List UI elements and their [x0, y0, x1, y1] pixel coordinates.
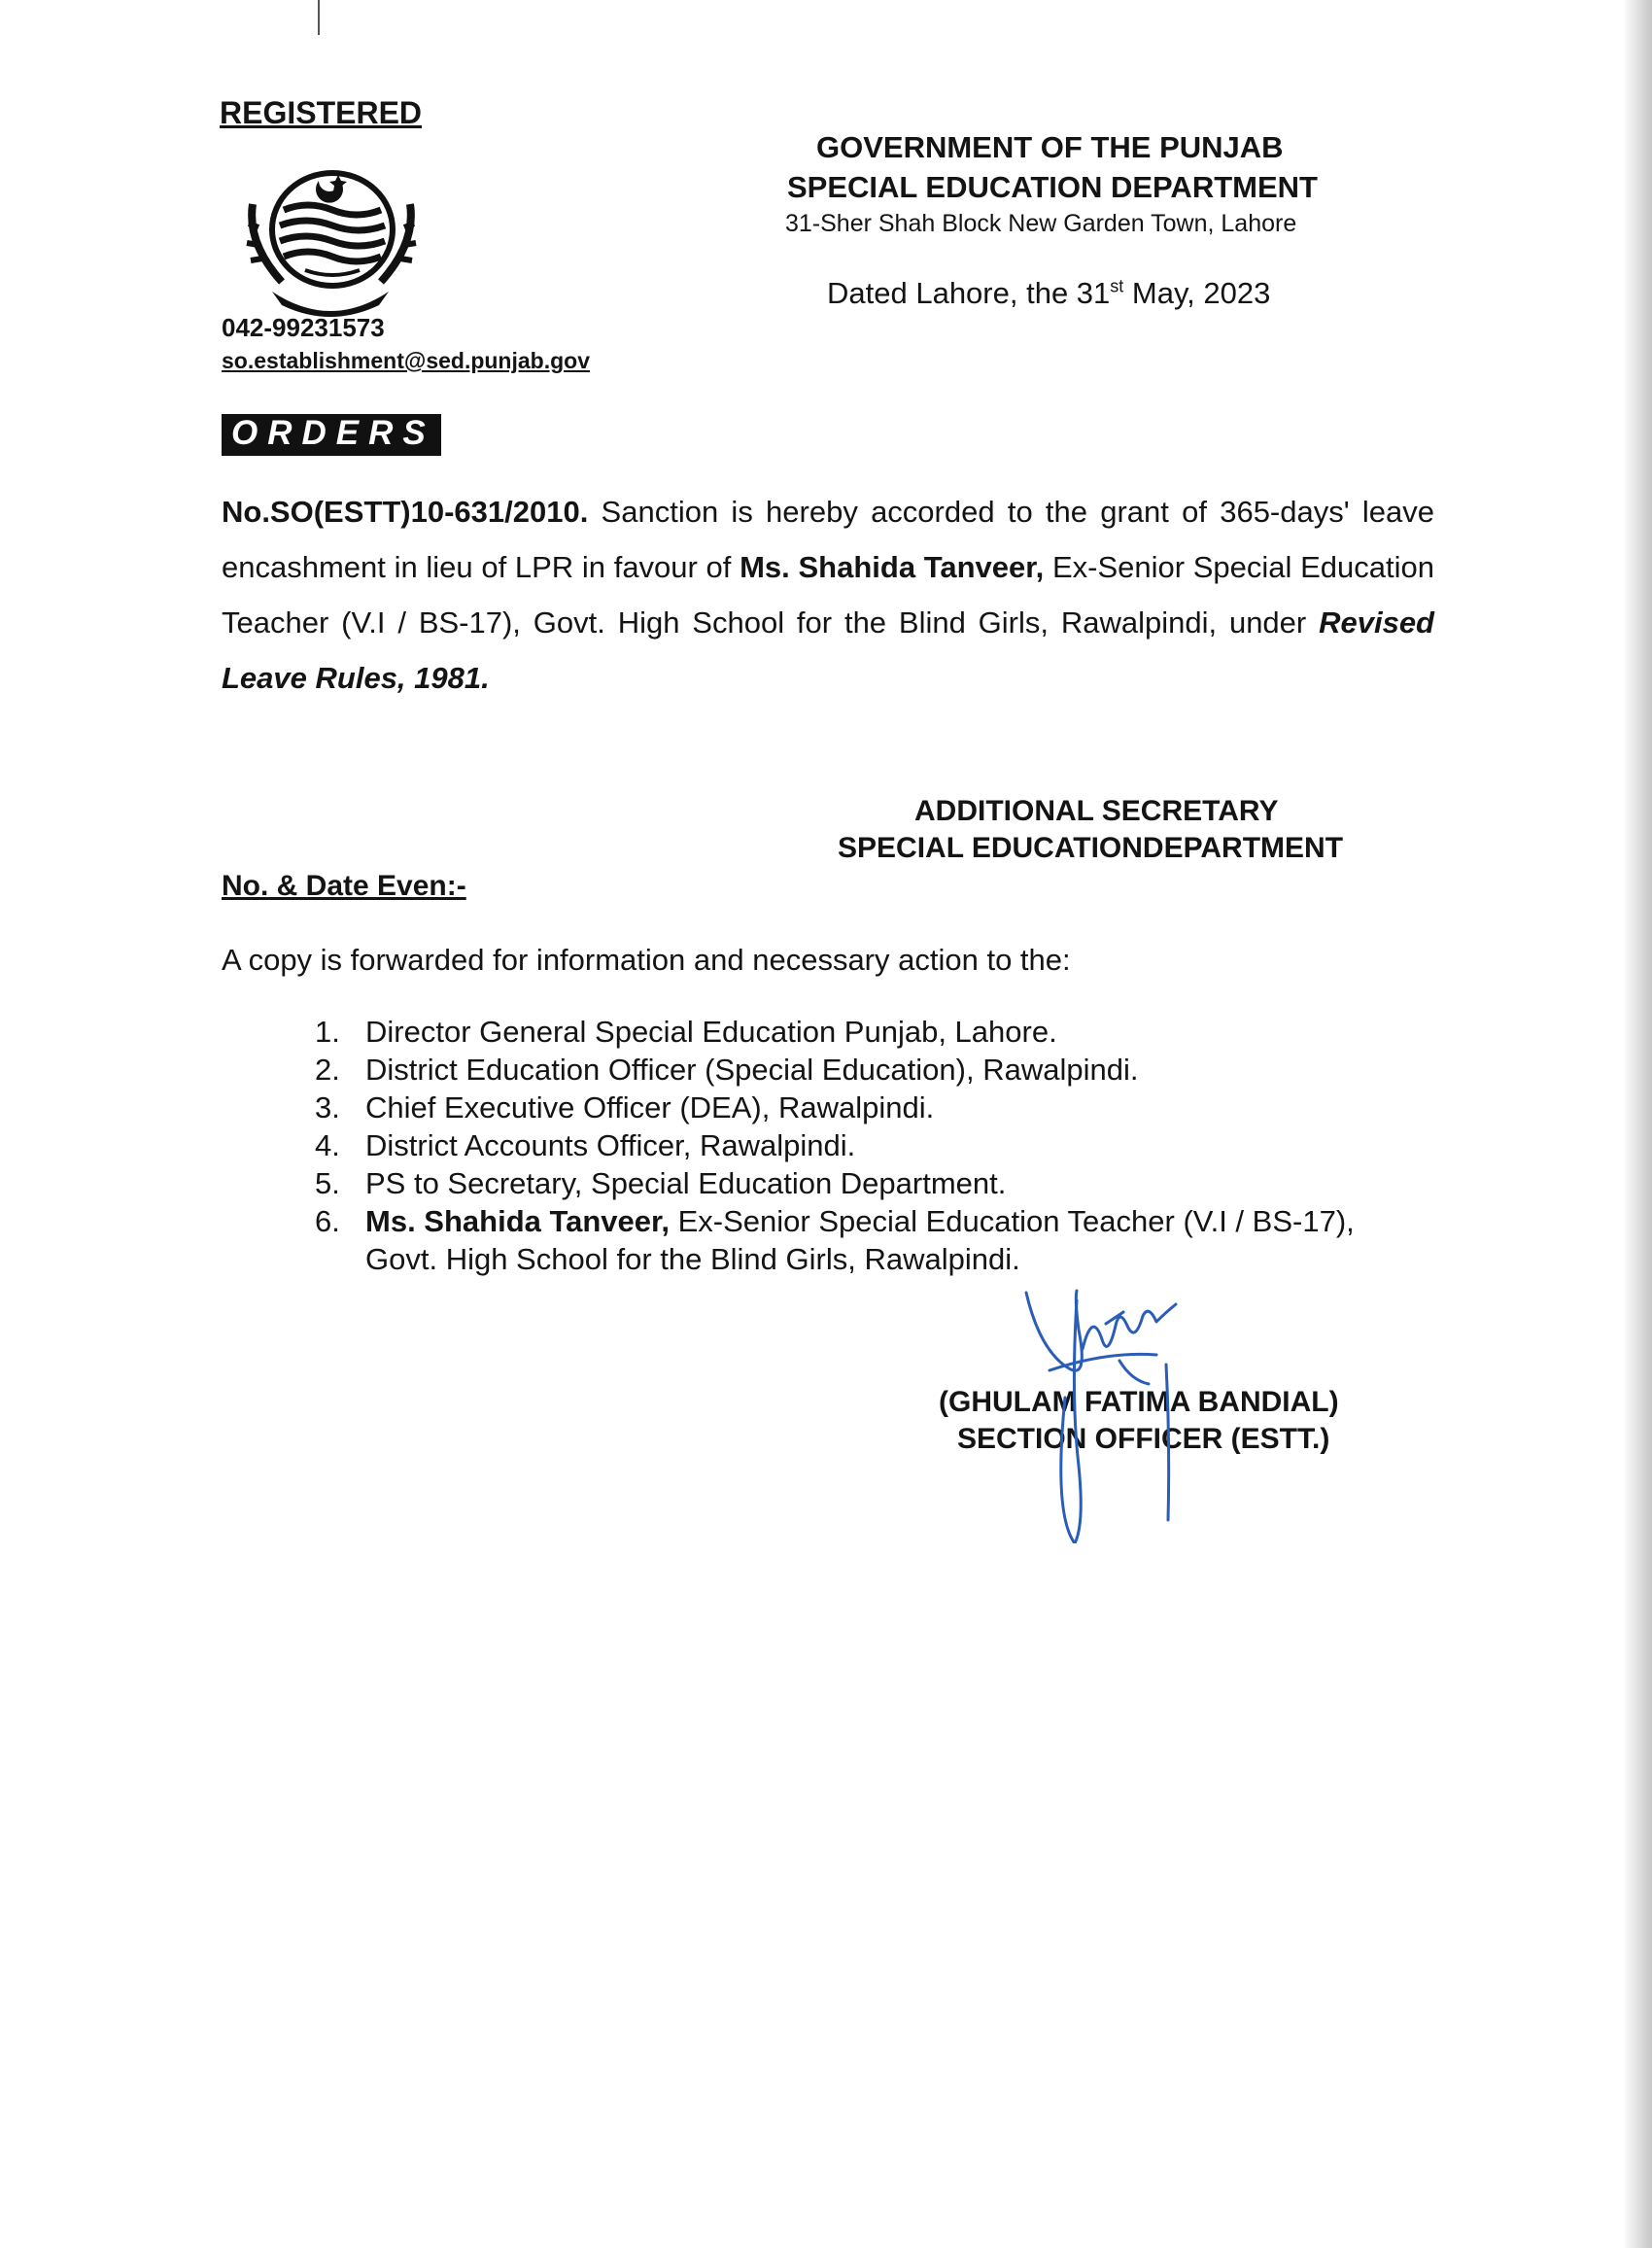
additional-secretary-title: ADDITIONAL SECRETARY — [914, 795, 1279, 827]
additional-secretary-department: SPECIAL EDUCATIONDEPARTMENT — [838, 832, 1344, 864]
phone-number: 042-99231573 — [222, 313, 385, 342]
list-item-number: 1. — [315, 1015, 340, 1049]
list-item-text — [365, 1202, 1403, 1278]
date-suffix: May, 2023 — [1123, 276, 1271, 310]
order-rules: Revised Leave Rules, 1981. — [222, 605, 1434, 695]
list-item-text: PS to Secretary, Special Education Department. — [365, 1166, 1007, 1200]
list-item — [315, 1013, 1403, 1051]
list-item-number: 2. — [315, 1053, 340, 1087]
order-person: Ms. Shahida Tanveer, — [740, 550, 1045, 584]
date-prefix: Dated Lahore, the 31 — [827, 276, 1111, 310]
date-line — [827, 276, 1270, 311]
punjab-emblem-logo — [233, 146, 426, 327]
list-item-number: 3. — [315, 1090, 340, 1124]
copy-heading: No. & Date Even:- — [222, 870, 466, 902]
list-item-bold: Ms. Shahida Tanveer, — [365, 1204, 670, 1238]
government-title: GOVERNMENT OF THE PUNJAB — [816, 130, 1284, 164]
list-item — [315, 1164, 1403, 1202]
department-title: SPECIAL EDUCATION DEPARTMENT — [787, 170, 1318, 204]
scan-mark — [318, 0, 320, 35]
registered-label: REGISTERED — [220, 95, 423, 130]
list-item — [315, 1089, 1403, 1126]
email-link[interactable]: so.establishment@sed.punjab.gov — [222, 348, 590, 373]
list-item-text: Chief Executive Officer (DEA), Rawalpindi. — [365, 1090, 935, 1124]
list-item-number: 5. — [315, 1166, 340, 1200]
list-item-number: 6. — [315, 1204, 340, 1238]
scan-page-edge — [1623, 0, 1652, 2248]
section-officer-name: (GHULAM FATIMA BANDIAL) — [939, 1386, 1339, 1418]
list-item-text: District Accounts Officer, Rawalpindi. — [365, 1128, 856, 1162]
distribution-list — [315, 1013, 1403, 1278]
list-item — [315, 1202, 1403, 1278]
order-text-1: Sanction is hereby accorded to the grant of 365-days' leave encashment in lieu of LPR in favour of — [222, 495, 1434, 584]
copy-intro: A copy is forwarded for information and necessary action to the: — [222, 943, 1071, 977]
section-officer-designation: SECTION OFFICER (ESTT.) — [957, 1423, 1330, 1455]
handwritten-signature — [1011, 1281, 1234, 1543]
list-item-text: District Education Officer (Special Education), Rawalpindi. — [365, 1053, 1139, 1087]
list-item — [315, 1126, 1403, 1164]
order-text-2: Ex-Senior Special Education Teacher (V.I / BS-17), Govt. High School for the Blind Girls, Rawalpindi, under — [222, 550, 1434, 640]
list-item-rest: Ex-Senior Special Education Teacher (V.I / BS-17), Govt. High School for the Blind Girls, Rawalpindi. — [365, 1204, 1355, 1276]
order-number: No.SO(ESTT)10-631/2010. — [222, 495, 589, 529]
list-item-number: 4. — [315, 1128, 340, 1162]
orders-heading: ORDERS — [222, 414, 441, 456]
list-item-text: Director General Special Education Punjab, Lahore. — [365, 1015, 1057, 1049]
list-item — [315, 1051, 1403, 1089]
order-paragraph — [222, 484, 1434, 706]
department-address: 31-Sher Shah Block New Garden Town, Lahore — [785, 210, 1297, 237]
date-superscript: st — [1110, 276, 1124, 296]
